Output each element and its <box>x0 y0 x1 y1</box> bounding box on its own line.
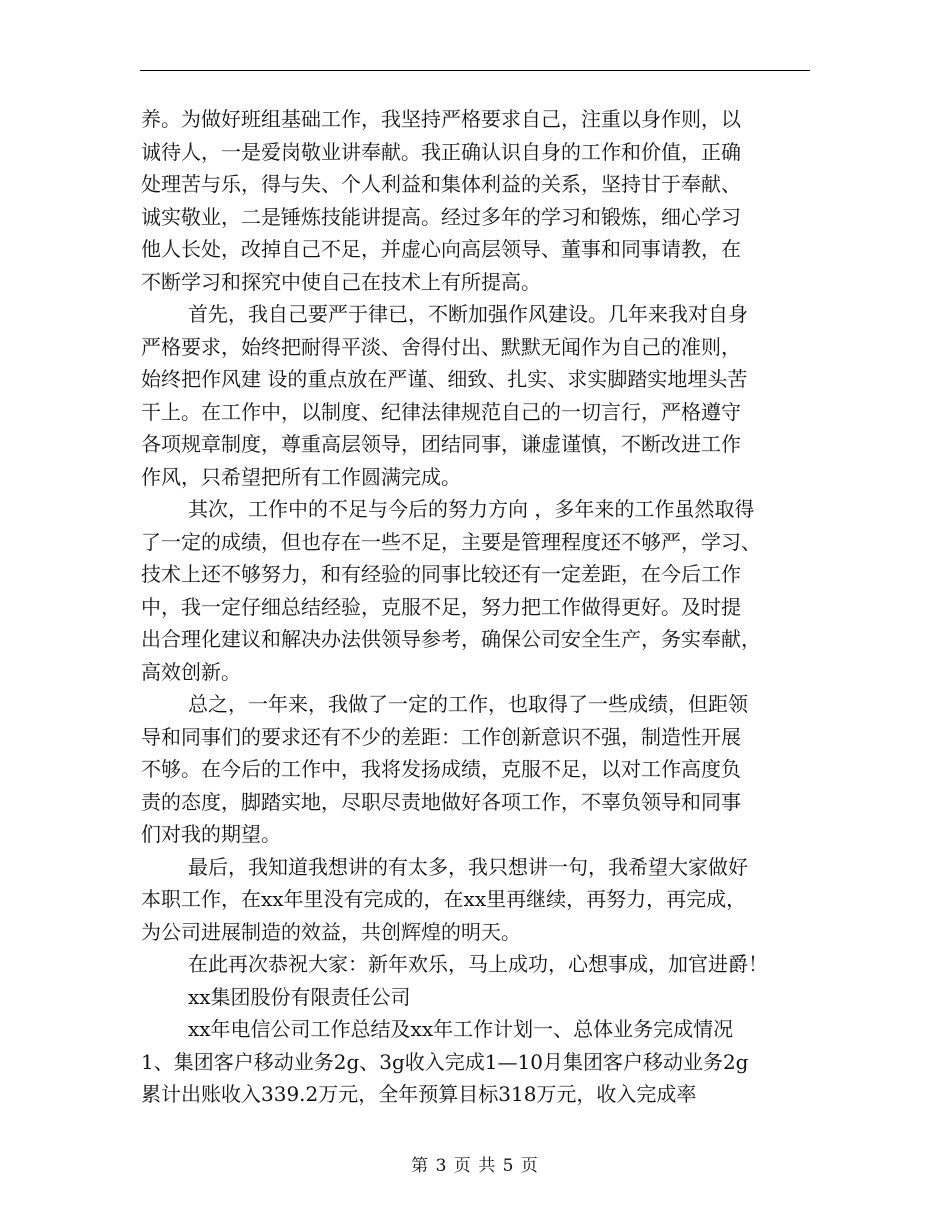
page-footer: 第 3 页 共 5 页 <box>411 1156 539 1176</box>
text-line: 不断学习和探究中使自己在技术上有所提高。 <box>141 269 541 294</box>
text-line: 了一定的成绩，但也存在一些不足，主要是管理程度还不够严，学习、 <box>141 529 761 554</box>
text-line: 在此再次恭祝大家：新年欢乐，马上成功，心想事成，加官进爵！ <box>188 952 768 976</box>
document-body <box>141 103 811 1111</box>
text-line: 出合理化建议和解决办法供领导参考，确保公司安全生产，务实奉献， <box>141 627 761 651</box>
text-line: 本职工作，在xx年里没有完成的，在xx里再继续，再努力，再完成， <box>141 887 747 911</box>
text-line: 中，我一定仔细总结经验，克服不足，努力把工作做得更好。及时提 <box>141 594 741 619</box>
header-rule <box>140 70 810 71</box>
text-line: 首先，我自己要严于律已，不断加强作风建设。几年来我对自身 <box>188 302 748 326</box>
text-line: 干上。在工作中，以制度、纪律法律规范自己的一切言行，严格遵守 <box>141 399 741 424</box>
text-line: 诚待人，一是爱岗敬业讲奉献。我正确认识自身的工作和价值，正确 <box>141 139 741 164</box>
text-line: 们对我的期望。 <box>141 822 281 846</box>
text-line: 责的态度，脚踏实地，尽职尽责地做好各项工作，不辜负领导和同事 <box>141 789 741 814</box>
text-line: 技术上还不够努力，和有经验的同事比较还有一定差距，在今后工作 <box>141 562 741 586</box>
text-line: 诚实敬业，二是锤炼技能讲提高。经过多年的学习和锻炼，细心学习 <box>141 204 741 229</box>
text-line: 处理苦与乐，得与失、个人利益和集体利益的关系，坚持甘于奉献、 <box>141 172 741 196</box>
text-line: 其次，工作中的不足与今后的努力方向 ，多年来的工作虽然取得 <box>188 497 755 521</box>
text-line: 始终把作风建 设的重点放在严谨、细致、扎实、求实脚踏实地埋头苦 <box>141 367 748 391</box>
text-line: 不够。在今后的工作中，我将发扬成绩，克服不足，以对工作高度负 <box>141 757 741 781</box>
text-line: 各项规章制度，尊重高层领导，团结同事，谦虚谨慎，不断改进工作 <box>141 432 741 456</box>
text-line: 为公司进展制造的效益，共创辉煌的明天。 <box>141 919 521 944</box>
text-line: 养。为做好班组基础工作，我坚持严格要求自己，注重以身作则，以 <box>141 107 741 131</box>
text-line: 高效创新。 <box>141 659 241 684</box>
text-line: 作风，只希望把所有工作圆满完成。 <box>141 464 461 489</box>
text-line: xx集团股份有限责任公司 <box>188 984 411 1009</box>
text-line: 累计出账收入339.2万元，全年预算目标318万元，收入完成率 <box>141 1082 697 1106</box>
text-line: 1、集团客户移动业务2g、3g收入完成1—10月集团客户移动业务2g <box>141 1049 749 1074</box>
text-line: 严格要求，始终把耐得平淡、舍得付出、默默无闻作为自己的准则， <box>141 334 741 359</box>
text-line: 导和同事们的要求还有不少的差距：工作创新意识不强，制造性开展 <box>141 724 741 749</box>
text-line: 最后，我知道我想讲的有太多，我只想讲一句，我希望大家做好 <box>188 854 748 879</box>
text-line: xx年电信公司工作总结及xx年工作计划一、总体业务完成情况 <box>188 1017 734 1041</box>
text-line: 总之，一年来，我做了一定的工作，也取得了一些成绩，但距领 <box>188 692 748 716</box>
text-line: 他人长处，改掉自己不足，并虚心向高层领导、董事和同事请教，在 <box>141 237 741 261</box>
